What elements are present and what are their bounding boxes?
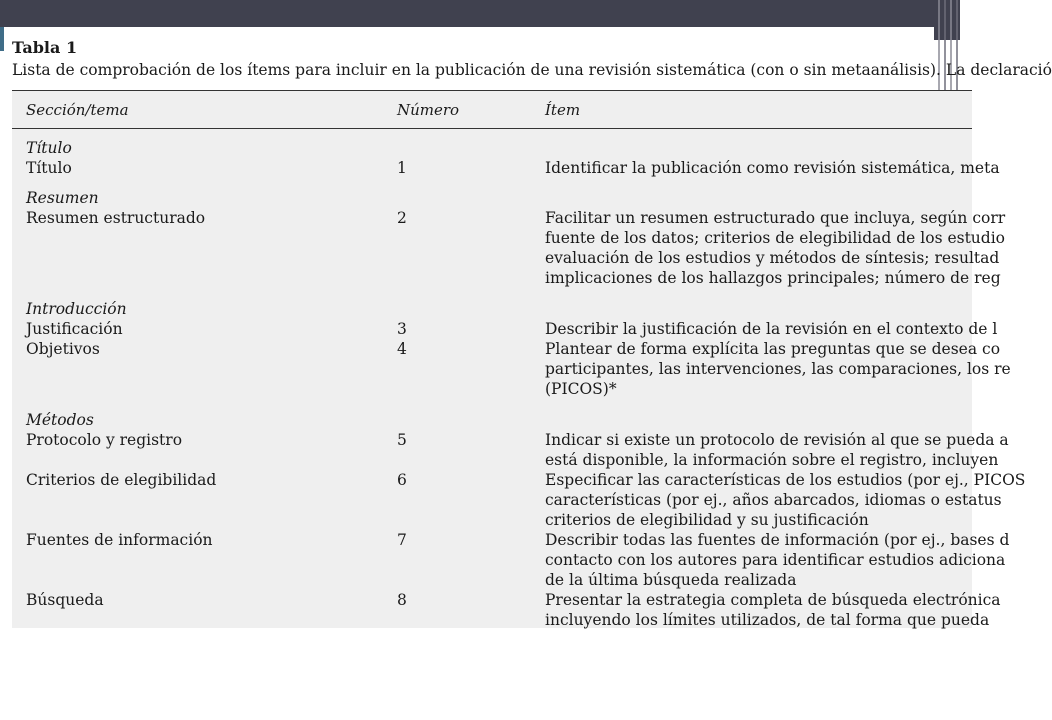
row-topic: Resumen estructurado [26, 209, 206, 227]
row-number: 5 [397, 431, 407, 449]
row-item-line: (PICOS)* [545, 380, 617, 398]
row-number: 1 [397, 159, 407, 177]
row-number: 4 [397, 340, 407, 358]
document-area [12, 38, 1052, 629]
row-item-line: contacto con los autores para identificar estudios adiciona [545, 551, 1006, 569]
row-item-line: Facilitar un resumen estructurado que incluya, según corr [545, 209, 1006, 227]
row-number: 2 [397, 209, 407, 227]
row-item-line: fuente de los datos; criterios de elegibilidad de los estudio [545, 229, 1006, 247]
section-heading: Resumen [26, 189, 99, 207]
table-header-rule [12, 128, 972, 129]
checklist-table [12, 90, 1026, 629]
table-caption: Lista de comprobación de los ítems para incluir en la publicación de una revisión sistemática (con o sin metaanálisis). La declaració [12, 61, 1052, 79]
row-topic: Búsqueda [26, 591, 104, 609]
row-item-line: criterios de elegibilidad y su justificación [545, 511, 869, 529]
row-topic: Objetivos [26, 340, 100, 358]
section-heading: Introducción [26, 300, 127, 318]
accent-tick [0, 27, 4, 51]
row-topic: Justificación [26, 320, 123, 338]
header-item: Ítem [545, 101, 581, 119]
row-topic: Título [26, 159, 72, 177]
section-heading: Título [26, 139, 72, 157]
row-item-line: características (por ej., años abarcados, idiomas o estatus [545, 491, 1002, 509]
row-item-line: Plantear de forma explícita las preguntas que se desea co [545, 340, 1001, 358]
header-numero: Número [397, 101, 460, 119]
row-item-line: Identificar la publicación como revisión sistemática, meta [545, 159, 1000, 177]
row-item-line: Indicar si existe un protocolo de revisión al que se pueda a [545, 431, 1009, 449]
row-item-line: está disponible, la información sobre el registro, incluyen [545, 451, 999, 469]
row-item-line: de la última búsqueda realizada [545, 571, 797, 589]
top-bar [0, 0, 960, 27]
row-item-line: Describir la justificación de la revisión en el contexto de l [545, 320, 998, 338]
row-item-line: participantes, las intervenciones, las comparaciones, los re [545, 360, 1011, 378]
header-seccion: Sección/tema [26, 101, 129, 119]
row-number: 3 [397, 320, 407, 338]
row-item-line: Describir todas las fuentes de información (por ej., bases d [545, 531, 1010, 549]
row-item-line: Especificar las características de los estudios (por ej., PICOS [545, 471, 1026, 489]
section-heading: Métodos [26, 411, 94, 429]
row-item-line: Presentar la estrategia completa de búsqueda electrónica [545, 591, 1001, 609]
row-item-line: implicaciones de los hallazgos principales; número de reg [545, 269, 1001, 287]
row-item-line: incluyendo los límites utilizados, de tal forma que pueda [545, 611, 990, 629]
row-number: 7 [397, 531, 407, 549]
row-number: 8 [397, 591, 407, 609]
row-item-line: evaluación de los estudios y métodos de síntesis; resultad [545, 249, 1000, 267]
row-topic: Protocolo y registro [26, 431, 183, 449]
row-topic: Criterios de elegibilidad [26, 471, 217, 489]
row-topic: Fuentes de información [26, 531, 213, 549]
row-number: 6 [397, 471, 407, 489]
table-label: Tabla 1 [12, 38, 78, 57]
table-top-rule [12, 90, 972, 91]
